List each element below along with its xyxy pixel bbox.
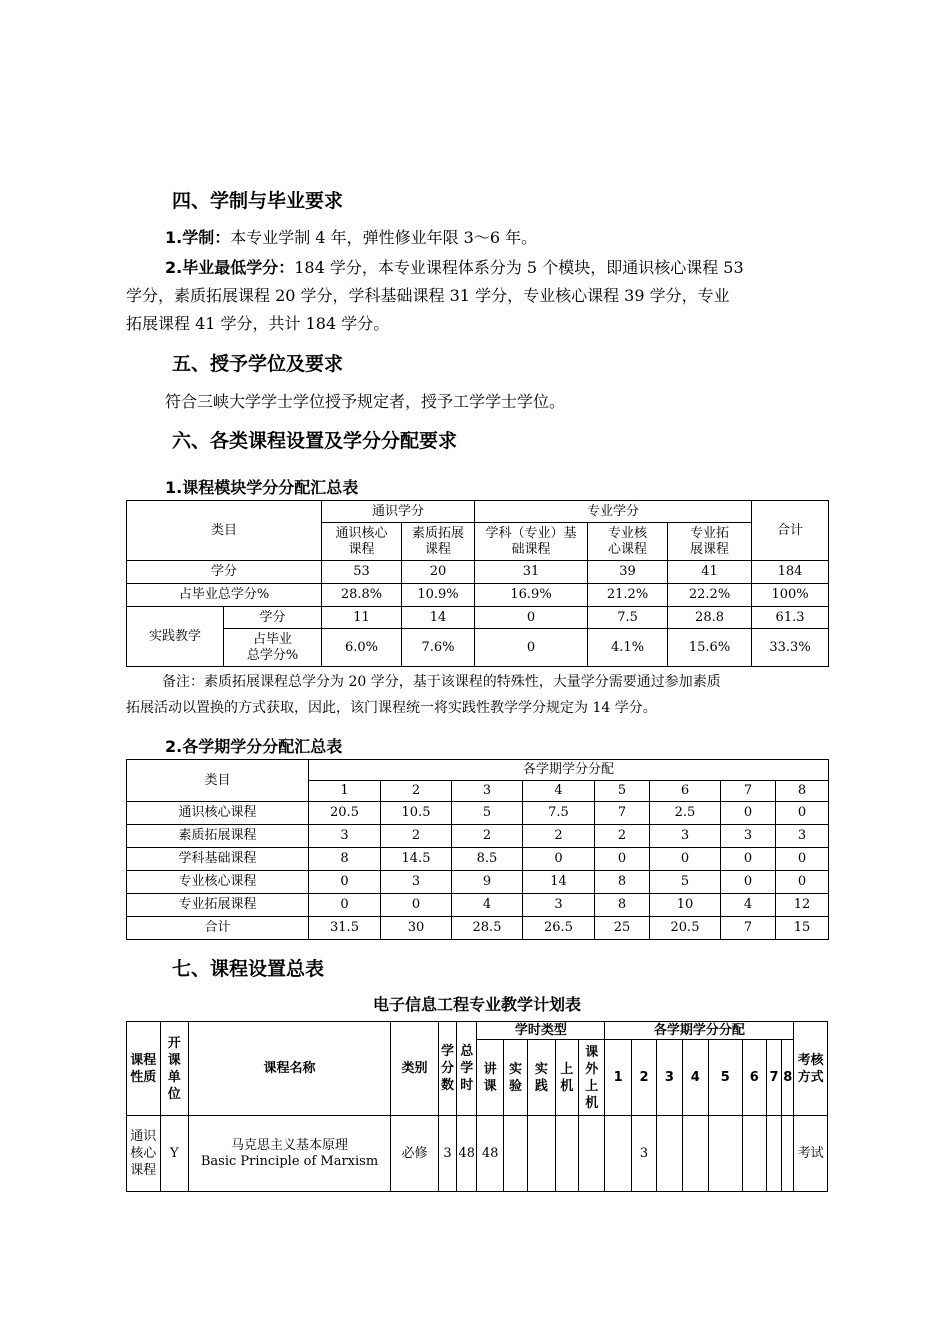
t1-cell: 28.8% [322, 584, 402, 607]
t3-h-experiment: 实验 [503, 1040, 527, 1116]
credit-text-1: 184 学分，本专业课程体系分为 5 个模块，即通识核心课程 53 [294, 258, 744, 277]
t1-total-header: 合计 [752, 501, 829, 561]
t1-cell: 7.6% [402, 629, 475, 667]
t1-cell: 11 [322, 607, 402, 629]
table-row: 素质拓展课程 3 2 2 2 2 3 3 3 [127, 825, 829, 848]
t3-exam: 考试 [794, 1116, 828, 1192]
section6-heading: 六、各类课程设置及学分分配要求 [172, 430, 458, 452]
t1-cell: 184 [752, 561, 829, 584]
duration-label: 1.学制： [165, 228, 231, 247]
t1-category-header: 类目 [127, 501, 322, 561]
t2-category-header: 类目 [127, 760, 309, 802]
t1-cell: 28.8 [668, 607, 752, 629]
t3-course-name: 马克思主义基本原理 Basic Principle of Marxism [188, 1116, 390, 1192]
degree-text: 符合三峡大学学士学位授予规定者，授予工学学士学位。 [165, 392, 566, 411]
t1-cell: 22.2% [668, 584, 752, 607]
t3-sem-val [766, 1116, 781, 1192]
t3-h-lecture: 讲课 [477, 1040, 503, 1116]
t3-h-extra-machine: 课外上机 [578, 1040, 604, 1116]
credit-label: 2.毕业最低学分： [165, 258, 295, 277]
t3-sem-4: 4 [682, 1040, 708, 1116]
t1-cell: 21.2% [588, 584, 668, 607]
t3-credit: 3 [438, 1116, 456, 1192]
t3-h-name: 课程名称 [188, 1022, 390, 1116]
semester-credit-table [126, 759, 829, 940]
t1-cell: 15.6% [668, 629, 752, 667]
t3-sem-2: 2 [631, 1040, 656, 1116]
table1-note: 备注：素质拓展课程总学分为 20 学分，基于该课程的特殊性，大量学分需要通过参加素质 拓展活动以置换的方式获取，因此，该门课程统一将实践性教学学分规定为 14 学分。 [126, 674, 721, 716]
t1-cell: 7.5 [588, 607, 668, 629]
t1-cell: 41 [668, 561, 752, 584]
t3-h-type: 类别 [391, 1022, 439, 1116]
t3-sem-val: 3 [631, 1116, 656, 1192]
t2-sem-6: 6 [650, 781, 721, 802]
t1-row-label: 占毕业 总学分% [224, 629, 322, 667]
t1-cell: 20 [402, 561, 475, 584]
t3-h-exam: 考核方式 [794, 1022, 828, 1116]
duration-text: 本专业学制 4 年，弹性修业年限 3～6 年。 [230, 228, 538, 247]
t2-sem-8: 8 [776, 781, 829, 802]
credit-text-3: 拓展课程 41 学分，共计 184 学分。 [126, 314, 390, 333]
t1-col-major-ext: 专业拓展课程 [668, 523, 752, 561]
table-row: 合计 31.5 30 28.5 26.5 25 20.5 7 15 [127, 917, 829, 940]
table-row: 学科基础课程 8 14.5 8.5 0 0 0 0 0 [127, 848, 829, 871]
t3-sem-6: 6 [742, 1040, 766, 1116]
t3-sem-val [657, 1116, 682, 1192]
t3-type: 必修 [391, 1116, 439, 1192]
teaching-plan-table [126, 1021, 828, 1192]
t3-h-unit: 开课单位 [160, 1022, 188, 1116]
table-row: 专业拓展课程 0 0 4 3 8 10 4 12 [127, 894, 829, 917]
t3-sem-val [782, 1116, 794, 1192]
t3-h-machine: 上机 [555, 1040, 578, 1116]
t3-hours: 48 [457, 1116, 477, 1192]
t1-col-discipline: 学科（专业）基础课程 [475, 523, 588, 561]
t1-col-general-core: 通识核心课程 [322, 523, 402, 561]
t1-cell: 16.9% [475, 584, 588, 607]
t1-cell: 0 [475, 629, 588, 667]
t1-cell: 14 [402, 607, 475, 629]
t1-row-label: 学分 [127, 561, 322, 584]
t3-sem-7: 7 [766, 1040, 781, 1116]
section5-heading: 五、授予学位及要求 [172, 353, 344, 375]
t2-sem-7: 7 [721, 781, 776, 802]
t3-sem-3: 3 [657, 1040, 682, 1116]
t3-extra-machine [578, 1116, 604, 1192]
t3-sem-val [742, 1116, 766, 1192]
table-row [127, 1116, 828, 1192]
t1-cell: 100% [752, 584, 829, 607]
t3-sem-val [682, 1116, 708, 1192]
t3-h-hours: 总学时 [457, 1022, 477, 1116]
plan-table-title: 电子信息工程专业教学计划表 [372, 995, 581, 1014]
t1-row-label: 学分 [224, 607, 322, 629]
t3-sem-val [605, 1116, 631, 1192]
t1-cell: 4.1% [588, 629, 668, 667]
t2-sem-3: 3 [452, 781, 523, 802]
t1-row-label: 占毕业总学分% [127, 584, 322, 607]
t3-unit: Y [160, 1116, 188, 1192]
table-row: 专业核心课程 0 3 9 14 8 5 0 0 [127, 871, 829, 894]
t2-semester-header: 各学期学分分配 [309, 760, 829, 781]
t2-sem-4: 4 [523, 781, 595, 802]
t1-cell: 31 [475, 561, 588, 584]
t1-cell: 10.9% [402, 584, 475, 607]
t3-sem-1: 1 [605, 1040, 631, 1116]
t3-h-practice: 实践 [528, 1040, 555, 1116]
section7-heading: 七、课程设置总表 [172, 958, 325, 980]
table-row: 通识核心课程 20.5 10.5 5 7.5 7 2.5 0 0 [127, 802, 829, 825]
t1-cell: 53 [322, 561, 402, 584]
t3-practice [528, 1116, 555, 1192]
t3-sem-8: 8 [782, 1040, 794, 1116]
table1-title: 1.课程模块学分分配汇总表 [165, 478, 359, 497]
t1-cell: 6.0% [322, 629, 402, 667]
t1-cell: 61.3 [752, 607, 829, 629]
section4-heading: 四、学制与毕业要求 [172, 190, 344, 212]
t1-cell: 0 [475, 607, 588, 629]
t3-nature: 通识核心课程 [127, 1116, 161, 1192]
t3-h-semester: 各学期学分分配 [605, 1022, 794, 1040]
credit-text-2: 学分，素质拓展课程 20 学分，学科基础课程 31 学分，专业核心课程 39 学分，专业 [126, 286, 730, 305]
t3-experiment [503, 1116, 527, 1192]
credit-paragraph [126, 254, 846, 338]
t3-h-credit: 学分数 [438, 1022, 456, 1116]
t3-sem-val [709, 1116, 743, 1192]
t1-general-group: 通识学分 [322, 501, 475, 523]
t2-sem-5: 5 [595, 781, 650, 802]
t3-h-nature: 课程性质 [127, 1022, 161, 1116]
t3-machine [555, 1116, 578, 1192]
t1-col-major-core: 专业核心课程 [588, 523, 668, 561]
t2-sem-1: 1 [309, 781, 381, 802]
t1-practice-label: 实践教学 [127, 607, 224, 667]
t1-col-quality: 素质拓展课程 [402, 523, 475, 561]
t3-sem-5: 5 [709, 1040, 743, 1116]
t3-h-hour-types: 学时类型 [477, 1022, 605, 1040]
t1-major-group: 专业学分 [475, 501, 752, 523]
t3-lecture: 48 [477, 1116, 503, 1192]
table2-title: 2.各学期学分分配汇总表 [165, 737, 343, 756]
t1-cell: 33.3% [752, 629, 829, 667]
duration-paragraph [165, 224, 537, 252]
t1-cell: 39 [588, 561, 668, 584]
module-credit-table [126, 500, 829, 667]
t2-sem-2: 2 [381, 781, 452, 802]
